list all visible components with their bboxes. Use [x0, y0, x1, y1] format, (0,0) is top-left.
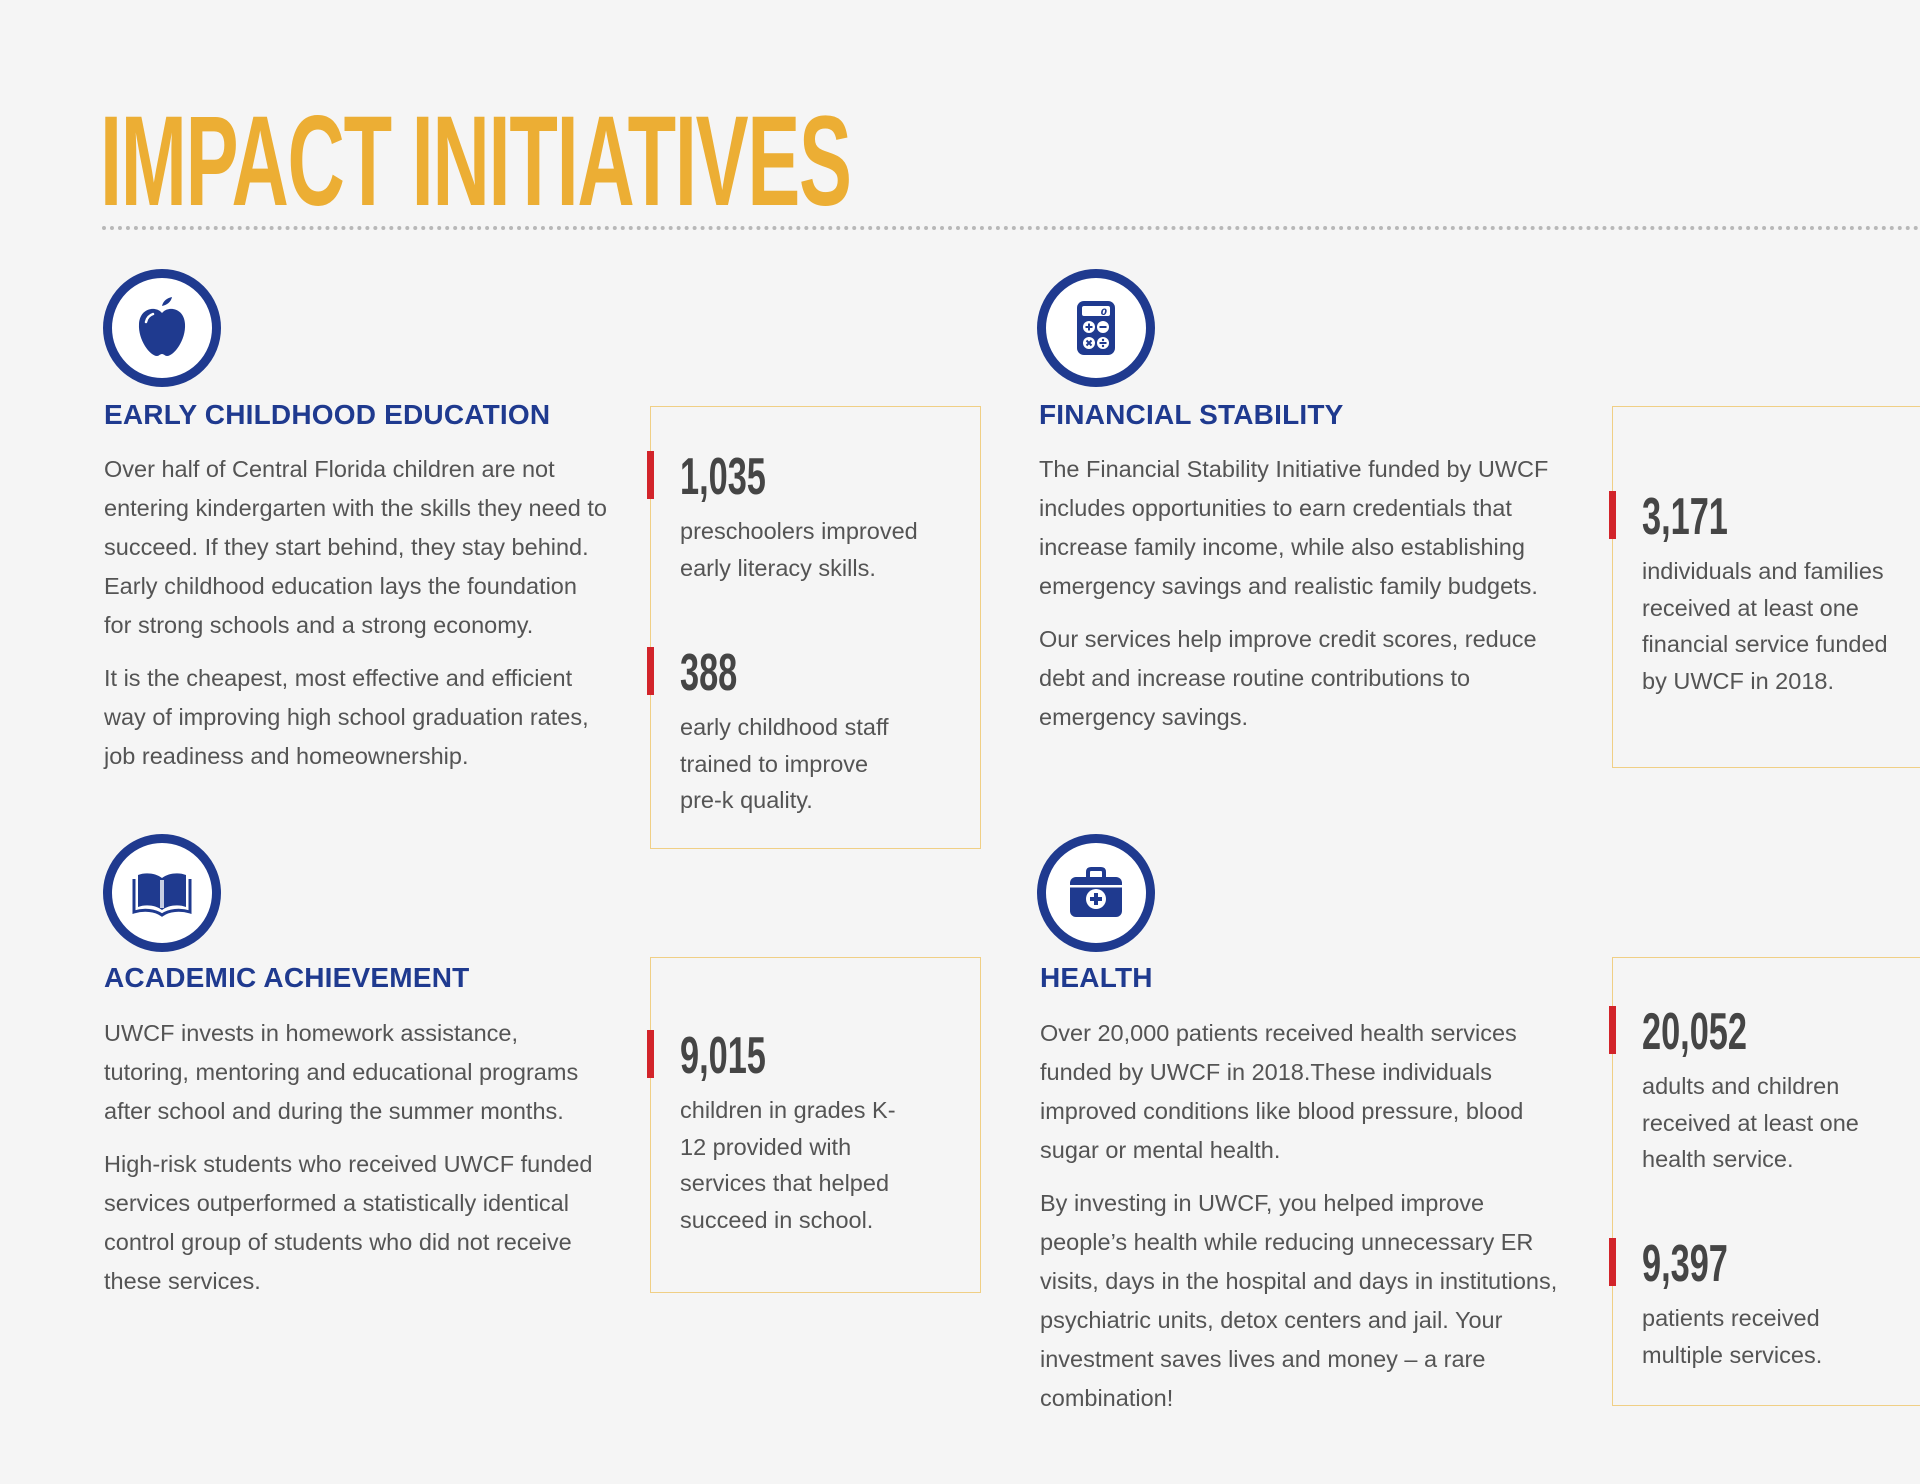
- dotted-divider: [102, 226, 1920, 230]
- health-heading: HEALTH: [1040, 962, 1153, 993]
- apple-icon: [103, 269, 221, 387]
- calculator-icon: [1037, 269, 1155, 387]
- early-childhood-stats-box: [650, 406, 981, 849]
- academic-achievement-heading: ACADEMIC ACHIEVEMENT: [104, 962, 470, 993]
- calculator-display: 0: [1100, 308, 1107, 318]
- stat-number: 20,052: [1642, 1003, 1747, 1061]
- page-title: IMPACT INITIATIVES: [100, 90, 851, 233]
- health-stats-box: [1612, 957, 1920, 1406]
- early-childhood-paragraph: It is the cheapest, most effective and efficient way of improving high school graduation rates, job readiness and homeownership.: [104, 665, 589, 769]
- academic-achievement-paragraph: UWCF invests in homework assistance, tutoring, mentoring and educational programs after school and during the summer months.: [104, 1020, 579, 1124]
- stat-description: individuals and families received at least one financial service funded by UWCF in 2018.: [1642, 558, 1888, 694]
- stat-accent-bar: [1609, 491, 1616, 539]
- stat-accent-bar: [647, 1030, 654, 1078]
- financial-stability-heading: FINANCIAL STABILITY: [1039, 399, 1344, 430]
- stat-number: 3,171: [1642, 488, 1728, 546]
- stat-accent-bar: [1609, 1006, 1616, 1054]
- stat-description: adults and children received at least one health service.: [1642, 1073, 1859, 1172]
- stat-description: early childhood staff trained to improve pre-k quality.: [680, 714, 889, 813]
- stat-number: 388: [680, 644, 738, 702]
- stat-description: children in grades K-12 provided with services that helped succeed in school.: [680, 1097, 896, 1233]
- financial-stability-body: [1039, 450, 1559, 751]
- academic-achievement-stats-box: [650, 957, 981, 1293]
- health-body: [1040, 1014, 1560, 1432]
- medical-kit-icon: [1037, 834, 1155, 952]
- stat-accent-bar: [647, 451, 654, 499]
- stat-number: 9,015: [680, 1027, 766, 1085]
- open-book-icon: [103, 834, 221, 952]
- early-childhood-body: [104, 450, 609, 790]
- early-childhood-heading: EARLY CHILDHOOD EDUCATION: [104, 399, 551, 430]
- early-childhood-paragraph: Over half of Central Florida children are not entering kindergarten with the skills they need to succeed. If they start behind, they stay behind. Early childhood education lays the foundation for strong schools and a strong economy.: [104, 456, 607, 638]
- stat-accent-bar: [647, 647, 654, 695]
- financial-stability-paragraph: The Financial Stability Initiative funded by UWCF includes opportunities to earn credentials that increase family income, while also establishing emergency savings and realistic family budgets.: [1039, 456, 1549, 599]
- stat-number: 9,397: [1642, 1235, 1728, 1293]
- stat-accent-bar: [1609, 1238, 1616, 1286]
- health-paragraph: Over 20,000 patients received health services funded by UWCF in 2018.These individuals improved conditions like blood pressure, blood sugar or mental health.: [1040, 1020, 1524, 1163]
- stat-number: 1,035: [680, 448, 766, 506]
- financial-stability-stats-box: [1612, 406, 1920, 768]
- stat-description: patients received multiple services.: [1642, 1305, 1823, 1368]
- stat-description: preschoolers improved early literacy skills.: [680, 518, 918, 581]
- academic-achievement-body: [104, 1014, 609, 1315]
- health-paragraph: By investing in UWCF, you helped improve people’s health while reducing unnecessary ER visits, days in the hospital and days in institutions, psychiatric units, detox centers and jail. Your investment saves lives and money – a rare combination!: [1040, 1190, 1558, 1411]
- academic-achievement-paragraph: High-risk students who received UWCF funded services outperformed a statistically identical control group of students who did not receive these services.: [104, 1151, 593, 1294]
- financial-stability-paragraph: Our services help improve credit scores, reduce debt and increase routine contributions to emergency savings.: [1039, 626, 1537, 730]
